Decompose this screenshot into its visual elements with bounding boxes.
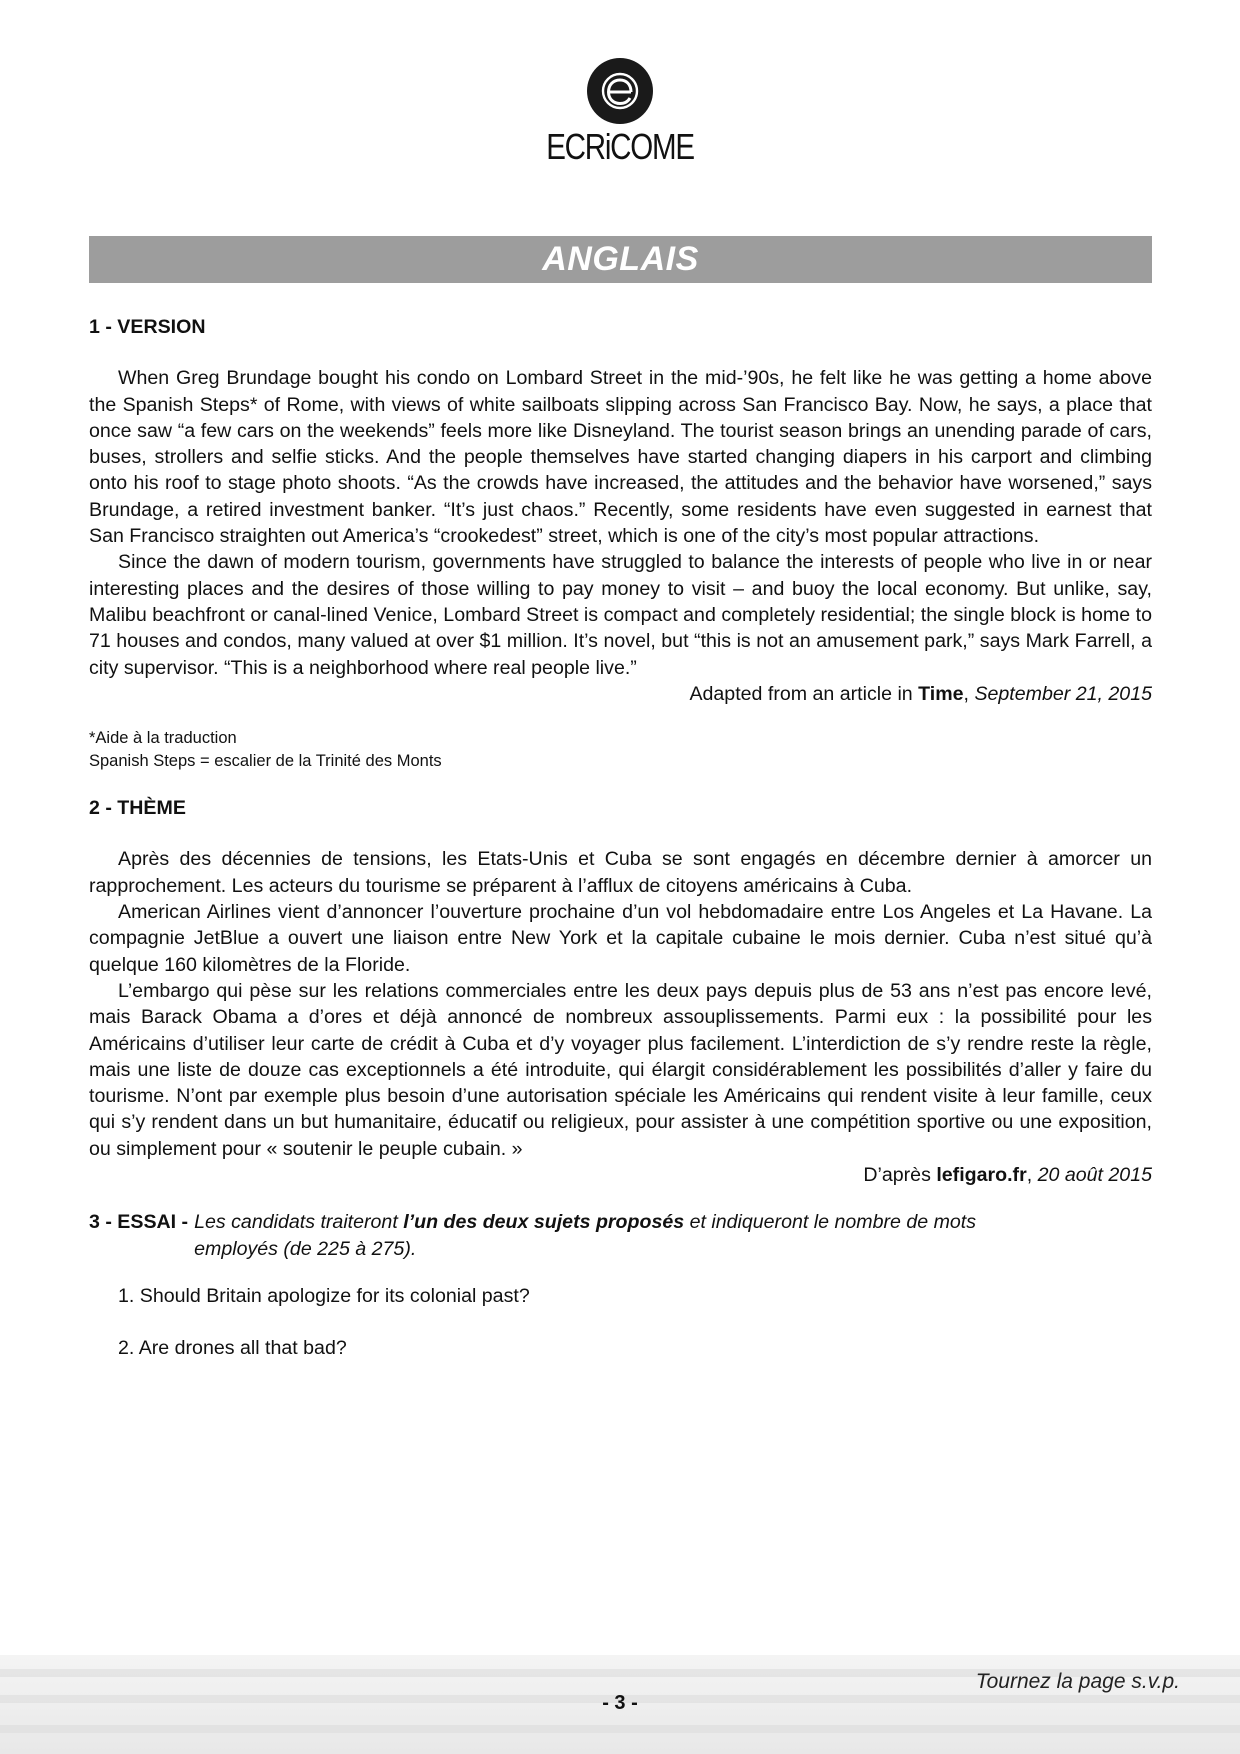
version-paragraph: When Greg Brundage bought his condo on Lombard Street in the mid-’90s, he felt like he was getting a home above the Spanish Steps* of Rome, with views of white sailboats slipping across San Francisco Bay. Now, he says, a place that once saw “a few cars on the weekends” feels more like Disneyland. The tourist season brings an unending parade of cars, buses, strollers and selfie sticks. And the people themselves have started changing diapers in his carport and climbing onto his roof to stage photo shoots. “As the crowds have increased, the attitudes and the behavior have worsened,” says Brundage, a retired investment banker. “It’s just chaos.” Recently, some residents have even suggested in earnest that San Francisco straighten out America’s “crookedest” street, which is one of the city’s most popular attractions. bbox=[89, 367, 1152, 548]
translation-note-title: *Aide à la traduction bbox=[89, 729, 237, 748]
theme-paragraph: L’embargo qui pèse sur les relations commerciales entre les deux pays depuis plus de 53 ans n’est pas encore levé, mais Barack Obama a d’ores et déjà annoncé de nombreux assouplissements. Parmi eux : la possibilité pour les Américains d’utiliser leur carte de crédit à Cuba et d’y voyager plus facilement. L’interdiction de s’y rendre reste la règle, mais une liste de douze cas exceptionnels a été introduite, qui élargit considérablement les possibilités d’aller y faire du tourisme. N’ont par exemple plus besoin d’une autorisation spéciale les Américains qui rendent visite à leur famille, ceux qui s’y rendent dans un but humanitaire, éducatif ou religieux, pour assister à une compétition sportive ou une exposition, ou simplement pour « soutenir le peuple cubain. » bbox=[89, 979, 1152, 1160]
version-heading: 1 - VERSION bbox=[89, 316, 206, 338]
essai-question: 1. Should Britain apologize for its colonial past? bbox=[118, 1284, 530, 1307]
essai-instr-part: employés (de 225 à 275). bbox=[194, 1237, 417, 1260]
page-number: - 3 - bbox=[602, 1692, 638, 1714]
essai-heading: 3 - ESSAI - bbox=[89, 1211, 189, 1234]
source-prefix: D’après bbox=[863, 1164, 937, 1187]
logo-wordmark: ECRiCOME bbox=[546, 126, 694, 167]
theme-paragraph: American Airlines vient d’annoncer l’ouverture prochaine d’un vol hebdomadaire entre Los Angeles et La Havane. La compagnie JetBlue a ouvert une liaison entre New York et la capitale cubaine le mois dernier. Cuba n’est situé qu’à quelque 160 kilomètres de la Floride. bbox=[89, 901, 1152, 976]
source-prefix: Adapted from an article in bbox=[689, 682, 919, 705]
theme-paragraph: Après des décennies de tensions, les Etats-Unis et Cuba se sont engagés en décembre dernier à amorcer un rapprochement. Les acteurs du tourisme se préparent à l’afflux de citoyens américains à Cuba. bbox=[89, 848, 1152, 897]
essai-instr-part: et indiqueront le nombre de mots bbox=[684, 1211, 977, 1234]
theme-source bbox=[89, 1162, 1152, 1188]
essai-question: 2. Are drones all that bad? bbox=[118, 1337, 347, 1360]
source-separator: , bbox=[1026, 1164, 1038, 1187]
subject-banner: ANGLAIS bbox=[89, 236, 1152, 283]
source-date: September 21, 2015 bbox=[974, 682, 1152, 705]
ecricome-e-icon bbox=[587, 58, 653, 124]
essai-instructions bbox=[188, 1209, 976, 1262]
source-name: lefigaro.fr bbox=[936, 1164, 1027, 1187]
exam-content bbox=[89, 314, 1152, 1362]
source-date: 20 août 2015 bbox=[1037, 1164, 1152, 1187]
turn-page-note: Tournez la page s.v.p. bbox=[975, 1670, 1180, 1693]
version-paragraph: Since the dawn of modern tourism, governments have struggled to balance the interests of people who live in or near interesting places and the desires of those willing to pay money to visit – and buoy the local economy. But unlike, say, Malibu beachfront or canal-lined Venice, Lombard Street is compact and completely residential; the single block is home to 71 houses and condos, many valued at over $1 million. It’s novel, but “this is not an amusement park,” says Mark Farrell, a city supervisor. “This is a neighborhood where real people live.” bbox=[89, 551, 1152, 679]
essai-instr-part: Les candidats traiteront bbox=[194, 1211, 404, 1234]
source-separator: , bbox=[963, 682, 975, 705]
theme-heading: 2 - THÈME bbox=[89, 797, 186, 820]
essai-section bbox=[89, 1209, 1152, 1262]
footer-stripe bbox=[0, 1725, 1240, 1733]
ecricome-logo bbox=[0, 58, 1240, 168]
version-source bbox=[89, 681, 1152, 707]
source-name: Time bbox=[918, 682, 964, 705]
essai-instr-bold: l’un des deux sujets proposés bbox=[403, 1211, 685, 1234]
translation-note-text: Spanish Steps = escalier de la Trinité des Monts bbox=[89, 752, 442, 771]
